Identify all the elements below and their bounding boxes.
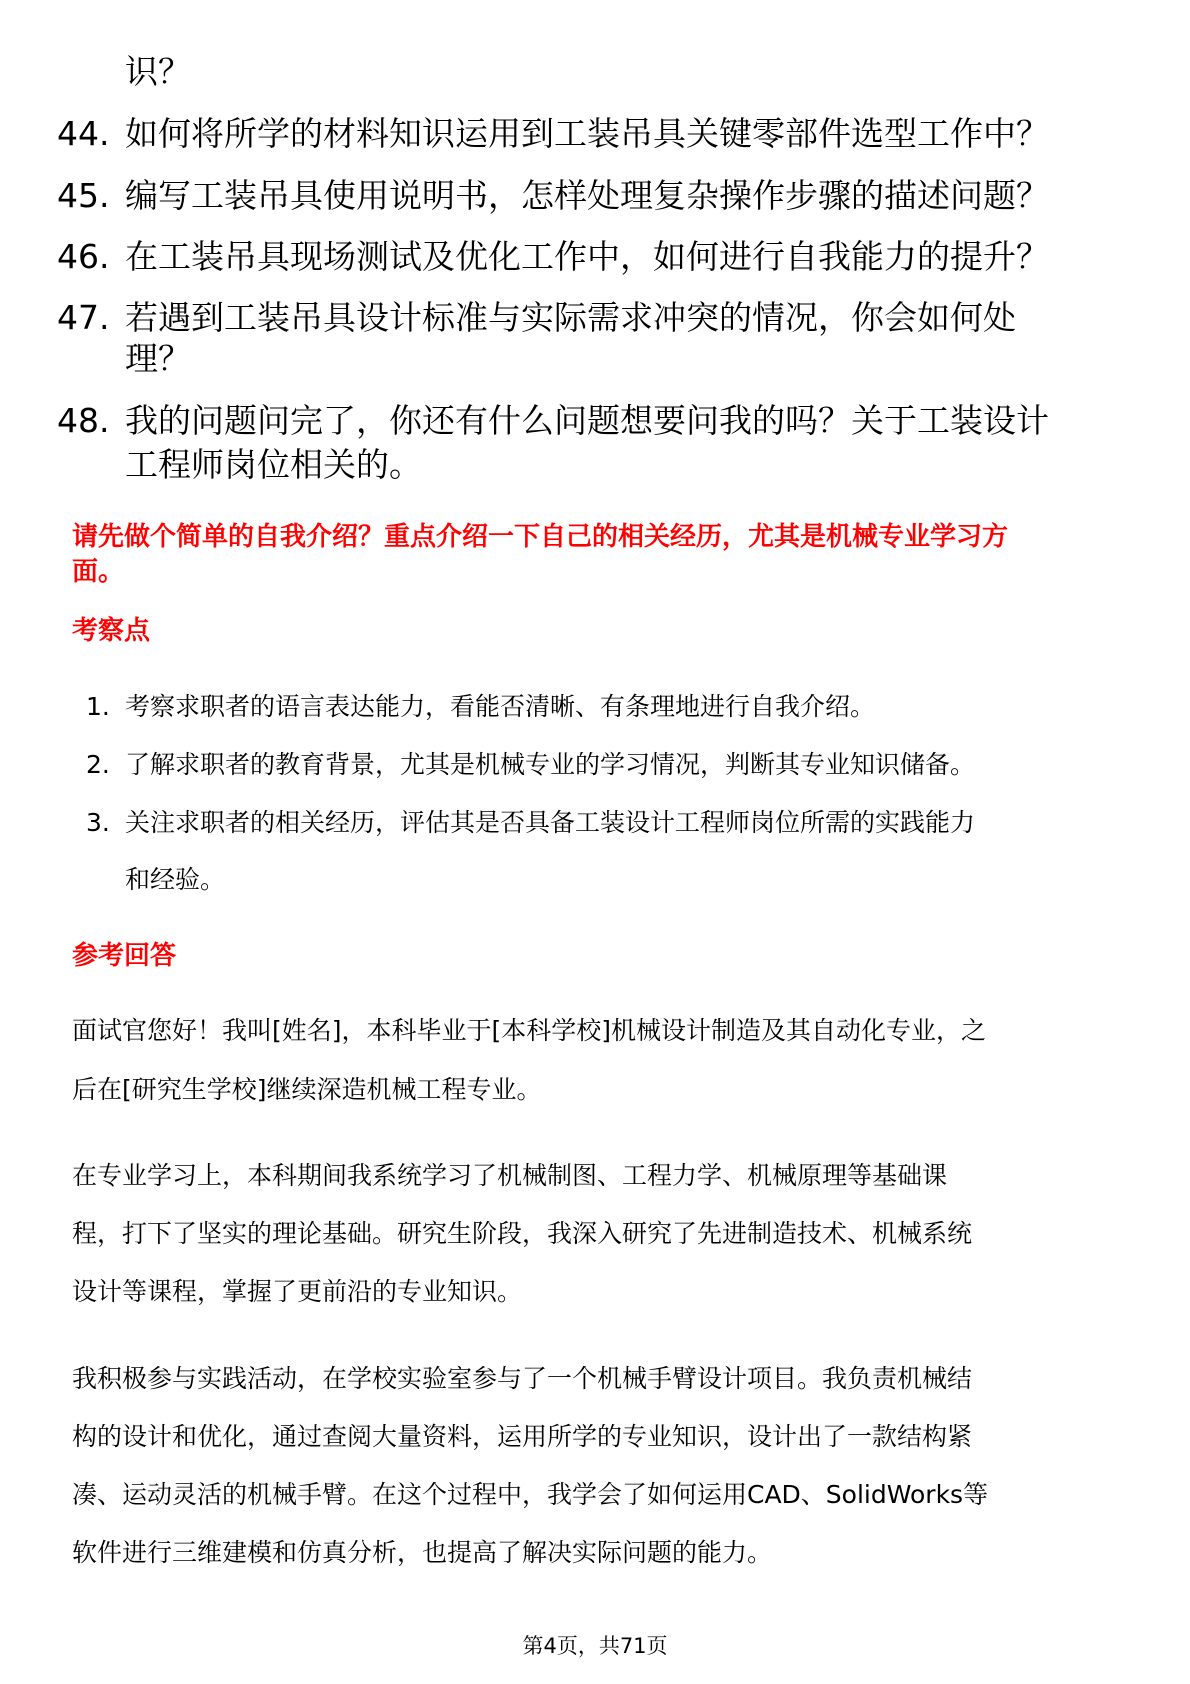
question-text: 理？ [125, 339, 191, 378]
paragraph-line: 凑、运动灵活的机械手臂。在这个过程中，我学会了如何运用CAD、SolidWorks等 [72, 1480, 989, 1509]
paragraph-line: 设计等课程，掌握了更前沿的专业知识。 [72, 1277, 523, 1306]
page-number: 第4页，共71页 [522, 1634, 668, 1658]
paragraph-line: 程，打下了坚实的理论基础。研究生阶段，我深入研究了先进制造技术、机械系统 [72, 1219, 973, 1248]
paragraph-line: 软件进行三维建模和仿真分析，也提高了解决实际问题的能力。 [72, 1538, 773, 1567]
question-text: 若遇到工装吊具设计标准与实际需求冲突的情况，你会如何处 [125, 298, 1016, 337]
paragraph-line: 我积极参与实践活动，在学校实验室参与了一个机械手臂设计项目。我负责机械结 [72, 1364, 973, 1393]
question-continuation: 识？ [125, 52, 191, 91]
list-item: 关注求职者的相关经历，评估其是否具备工装设计工程师岗位所需的实践能力 [125, 808, 976, 837]
question-text: 如何将所学的材料知识运用到工装吊具关键零部件选型工作中？ [125, 114, 1049, 153]
paragraph-line: 后在[研究生学校]继续深造机械工程专业。 [72, 1075, 542, 1104]
list-item: 考察求职者的语言表达能力，看能否清晰、有条理地进行自我介绍。 [125, 692, 876, 721]
answer-heading: 参考回答 [72, 941, 177, 971]
list-number: 1. [86, 692, 110, 721]
list-number: 3. [86, 808, 110, 837]
list-item: 和经验。 [125, 865, 226, 894]
focus-heading: 考察点 [72, 616, 151, 646]
question-text: 我的问题问完了，你还有什么问题想要问我的吗？关于工装设计 [125, 401, 1049, 440]
question-text: 工程师岗位相关的。 [125, 445, 422, 484]
heading-line: 面。 [72, 557, 125, 587]
question-number: 48. [57, 401, 110, 440]
question-text: 编写工装吊具使用说明书，怎样处理复杂操作步骤的描述问题？ [125, 176, 1049, 215]
paragraph-line: 构的设计和优化，通过查阅大量资料，运用所学的专业知识，设计出了一款结构紧 [72, 1422, 973, 1451]
list-number: 2. [86, 750, 110, 779]
question-number: 46. [57, 237, 110, 276]
question-text: 在工装吊具现场测试及优化工作中，如何进行自我能力的提升？ [125, 237, 1049, 276]
paragraph-line: 面试官您好！我叫[姓名]，本科毕业于[本科学校]机械设计制造及其自动化专业，之 [72, 1016, 987, 1045]
list-item: 了解求职者的教育背景，尤其是机械专业的学习情况，判断其专业知识储备。 [125, 750, 976, 779]
question-number: 45. [57, 176, 110, 215]
paragraph-line: 在专业学习上，本科期间我系统学习了机械制图、工程力学、机械原理等基础课 [72, 1161, 948, 1190]
question-number: 47. [57, 298, 110, 337]
heading-line: 请先做个简单的自我介绍？重点介绍一下自己的相关经历，尤其是机械专业学习方 [72, 522, 1009, 552]
question-number: 44. [57, 114, 110, 153]
